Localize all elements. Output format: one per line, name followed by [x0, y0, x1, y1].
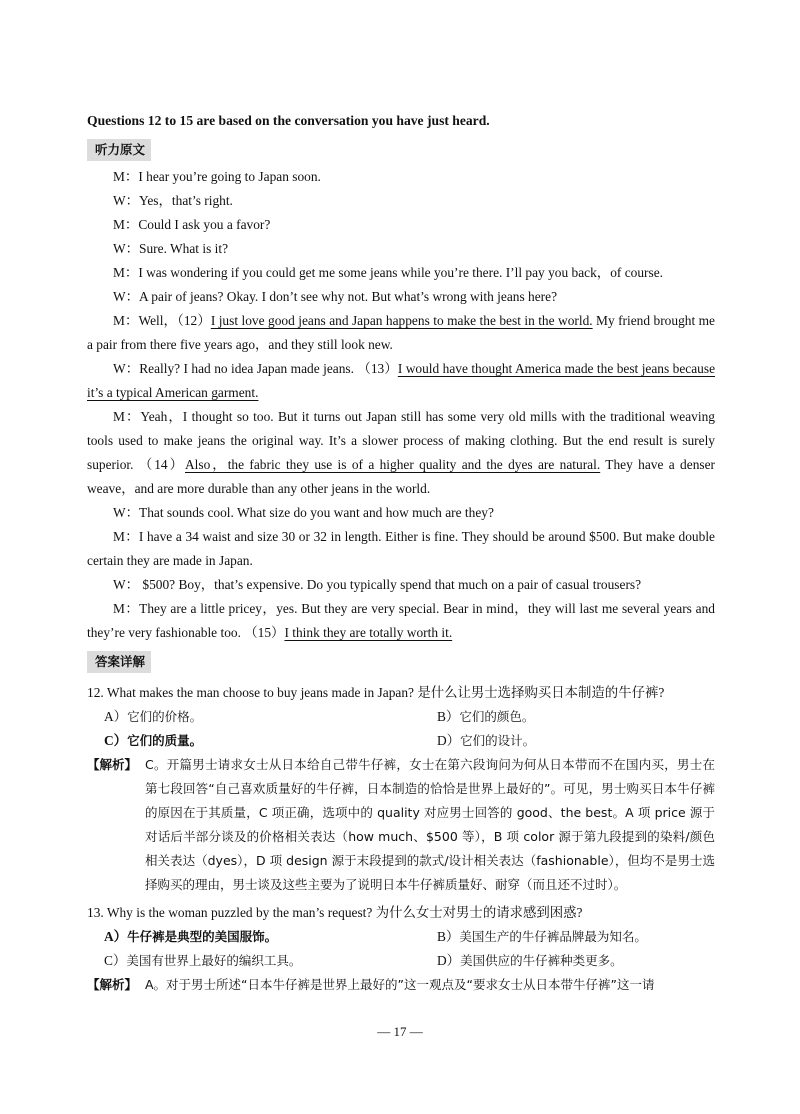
analysis-text: A。对于男士所述“日本牛仔裤是世界上最好的”这一观点及“要求女士从日本带牛仔裤”这一请 [145, 977, 655, 992]
option [437, 925, 732, 949]
question-text: 13. Why is the woman puzzled by the man’s request? 为什么女士对男士的请求感到困惑? [87, 905, 583, 920]
line-text: A pair of jeans? Okay. I don’t see why not. But what’s wrong with jeans here? [139, 289, 558, 304]
correct-option [104, 925, 437, 949]
option-letter: D） [437, 733, 461, 748]
question-text: 12. What makes the man choose to buy jeans made in Japan? 是什么让男士选择购买日本制造的牛仔裤? [87, 685, 665, 700]
speaker-label: W： [113, 289, 140, 304]
answers-section-label: 答案详解 [87, 651, 151, 673]
line-text: I hear you’re going to Japan soon. [138, 169, 321, 184]
option-text: 美国供应的牛仔裤种类更多。 [460, 953, 623, 968]
analysis-block [87, 973, 715, 997]
page-number: — 17 — [377, 1024, 423, 1039]
option-text: 它们的设计。 [460, 733, 536, 748]
option-letter: C） [104, 733, 128, 748]
transcript-line [87, 525, 715, 573]
options-grid [87, 705, 715, 753]
option-text: 美国生产的牛仔裤品牌最为知名。 [459, 929, 647, 944]
underlined-answer-text: I think they are totally worth it. [284, 625, 453, 640]
line-text: Well， [138, 313, 178, 328]
analysis-label: 【解析】 [87, 757, 138, 772]
option-text: 美国有世界上最好的编织工具。 [126, 953, 302, 968]
transcript-line [87, 285, 715, 309]
analysis-label: 【解析】 [87, 977, 138, 992]
underlined-answer-text: I would have thought America made the best jeans because it’s a typical American garment. [87, 361, 716, 400]
question-marker: （14） [138, 457, 186, 472]
underlined-answer-text: Also，the fabric they use is of a higher quality and the dyes are natural. [185, 457, 601, 472]
line-text: Could I ask you a favor? [138, 217, 271, 232]
option [104, 705, 437, 729]
analysis-block [87, 753, 715, 897]
transcript-line [87, 357, 715, 405]
transcript-line [87, 597, 715, 645]
option-text: 它们的价格。 [127, 709, 203, 724]
transcript-line [87, 501, 715, 525]
answer-explanations [87, 681, 715, 997]
speaker-label: W： [113, 241, 140, 256]
option-letter: B） [437, 929, 460, 944]
option-letter: D） [437, 953, 461, 968]
speaker-label: M： [113, 529, 139, 544]
line-text: I was wondering if you could get me some jeans while you’re there. I’ll pay you back，of course. [138, 265, 663, 280]
option-letter: A） [104, 709, 128, 724]
option [104, 949, 437, 973]
transcript-line [87, 165, 715, 189]
option [437, 949, 732, 973]
option-letter: C） [104, 953, 127, 968]
line-text: They have a denser weave，and are more durable than any other jeans in the world. [87, 457, 716, 496]
transcript [87, 165, 715, 645]
analysis-text: C。开篇男士请求女士从日本给自己带牛仔裤，女士在第六段询问为何从日本带而不在国内买，男士在第七段回答“自己喜欢质量好的牛仔裤，日本制造的恰恰是世界上最好的”。可见，男士购买日本牛仔裤的原因在于其质量，C 项正确，选项中的 quality 对应男士回答的 good、the best。A 项 price 源于对话后半部分谈及的价格相关表达（how much、$500 等），B 项 color 源于第九段提到的染料/颜色相关表达（dyes），D 项 design 源于末段提到的款式/设计相关表达（fashionable），但均不是男士选择购买的理由，男士谈及这些主要为了说明日本牛仔裤质量好、耐穿（而且还不过时）。 [145, 757, 715, 892]
questions-heading: Questions 12 to 15 are based on the conversation you have just heard. [87, 113, 490, 128]
speaker-label: M： [113, 601, 140, 616]
speaker-label: W： [113, 577, 140, 592]
speaker-label: M： [113, 169, 139, 184]
correct-option [104, 729, 437, 753]
line-text: Sure. What is it? [139, 241, 229, 256]
speaker-label: M： [113, 313, 139, 328]
transcript-line [87, 309, 715, 357]
transcript-section-label: 听力原文 [87, 139, 151, 161]
option [437, 705, 732, 729]
transcript-line [87, 261, 715, 285]
line-text: $500? Boy，that’s expensive. Do you typically spend that much on a pair of casual trousers? [139, 577, 642, 592]
transcript-line [87, 573, 715, 597]
speaker-label: W： [113, 505, 140, 520]
underlined-answer-text: I just love good jeans and Japan happens to make the best in the world. [210, 313, 593, 328]
speaker-label: M： [113, 409, 141, 424]
line-text: They are a little pricey，yes. But they are very special. Bear in mind，they will last me several years and they’re very fashionable too. [87, 601, 715, 640]
option-text: 它们的质量。 [127, 733, 203, 748]
question-marker: （13） [357, 361, 398, 376]
line-text: I have a 34 waist and size 30 or 32 in length. Either is fine. They should be around $500. But make double certain they are made in Japan. [87, 529, 715, 568]
option-text: 它们的颜色。 [459, 709, 535, 724]
line-text: Yeah，I thought so too. But it turns out Japan still has some very old mills with the traditional weaving tools used to make jeans the original way. It’s a slower process of making clothing. But the end result is surely superior. [87, 409, 715, 472]
question-marker: （12） [177, 313, 211, 328]
page-content [87, 112, 715, 997]
speaker-label: M： [113, 265, 139, 280]
option-letter: A） [104, 929, 128, 944]
line-text: Yes，that’s right. [139, 193, 233, 208]
transcript-line [87, 237, 715, 261]
option-letter: B） [437, 709, 460, 724]
transcript-line [87, 213, 715, 237]
question-marker: （15） [244, 625, 285, 640]
transcript-line [87, 189, 715, 213]
speaker-label: W： [113, 361, 140, 376]
line-text: Really? I had no idea Japan made jeans. [139, 361, 358, 376]
transcript-line [87, 405, 715, 501]
option [437, 729, 732, 753]
speaker-label: W： [113, 193, 140, 208]
line-text: That sounds cool. What size do you want and how much are they? [139, 505, 494, 520]
line-text: My friend brought me a pair from there five years ago，and they still look new. [87, 313, 715, 352]
speaker-label: M： [113, 217, 139, 232]
option-text: 牛仔裤是典型的美国服饰。 [127, 929, 278, 944]
options-grid [87, 925, 715, 973]
